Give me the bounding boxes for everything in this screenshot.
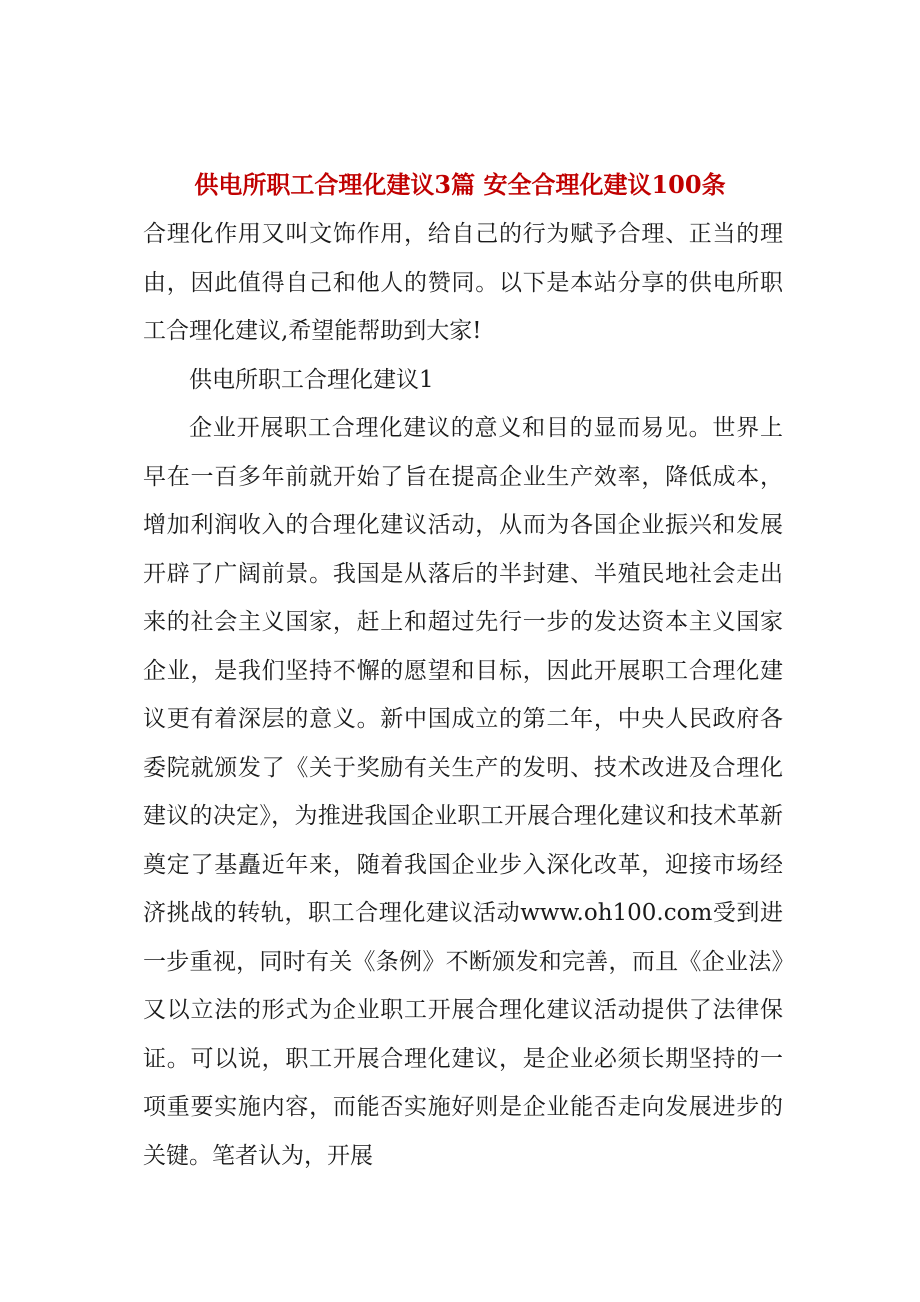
- document-body: [143, 210, 783, 1180]
- document-title: 供电所职工合理化建议3篇 安全合理化建议100条: [194, 170, 726, 199]
- section-heading: 供电所职工合理化建议1: [189, 366, 434, 393]
- body-paragraph: 企业开展职工合理化建议的意义和目的显而易见。世界上早在一百多年前就开始了旨在提高企业生产效率，降低成本，增加利润收入的合理化建议活动，从而为各国企业振兴和发展开辟了广阔前景。我国是从落后的半封建、半殖民地社会走出来的社会主义国家，赶上和超过先行一步的发达资本主义国家企业，是我们坚持不懈的愿望和目标，因此开展职工合理化建议更有着深层的意义。新中国成立的第二年，中央人民政府各委院就颁发了《关于奖励有关生产的发明、技术改进及合理化建议的决定》，为推进我国企业职工开展合理化建议和技术革新奠定了基矗近年来，随着我国企业步入深化改革，迎接市场经济挑战的转轨，职工合理化建议活动www.oh100.com受到进一步重视，同时有关《条例》不断颁发和完善，而且《企业法》又以立法的形式为企业职工开展合理化建议活动提供了法律保证。可以说，职工开展合理化建议，是企业必须长期坚持的一项重要实施内容，而能否实施好则是企业能否走向发展进步的关键。笔者认为，开展: [143, 415, 783, 1169]
- intro-paragraph: 合理化作用又叫文饰作用，给自己的行为赋予合理、正当的理由，因此值得自己和他人的赞同。以下是本站分享的供电所职工合理化建议,希望能帮助到大家!: [143, 221, 783, 344]
